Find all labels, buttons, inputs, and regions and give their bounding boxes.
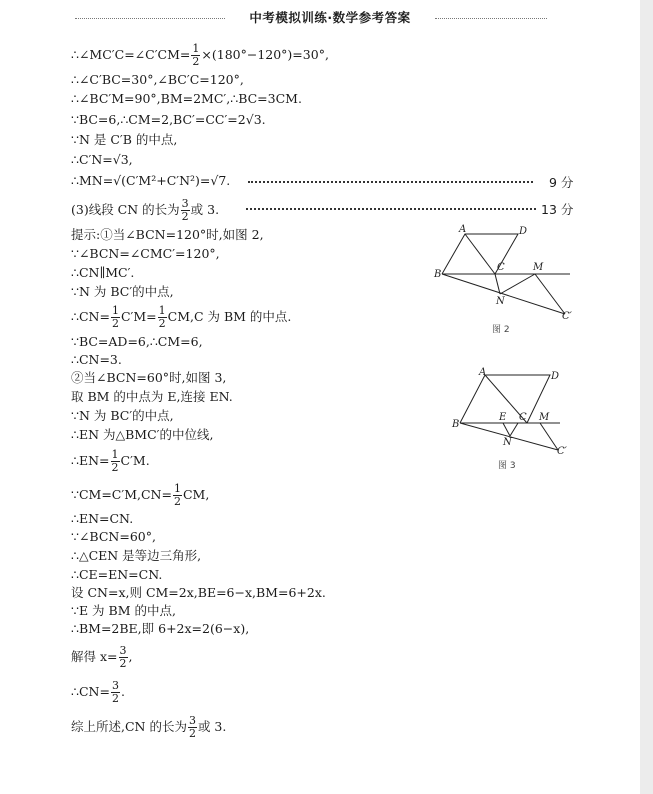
line-11: ∴CN∥MC′. [71,265,135,280]
denominator: 2 [111,317,119,330]
denominator: 2 [158,317,166,330]
score-9: 9 分 [549,175,574,190]
line-7: ∴MN=√(C′M²+C′N²)=√7. [71,173,231,188]
denominator: 2 [192,55,200,68]
line-14: ∵BC=AD=6,∴CM=6, [71,334,203,349]
score-13: 13 分 [541,202,574,217]
fig3-label-B: B [452,419,460,430]
denominator: 2 [111,461,119,474]
line-text: C′M. [120,453,150,468]
fraction [111,449,120,474]
line-27: ∵E 为 BM 的中点, [71,603,176,618]
line-9: 提示:①当∠BCN=120°时,如图 2, [71,227,264,242]
fig3-label-A: A [479,367,487,378]
fig3-label-C-prime: C′ [557,446,567,457]
fig3-label-E: E [499,412,507,423]
header-rule-right [435,18,547,19]
line-text: ∵CM=C′M,CN= [71,487,172,502]
numerator: 1 [158,304,166,317]
line-21 [71,483,209,508]
line-23: ∵∠BCN=60°, [71,529,156,544]
leader-dots [246,208,536,210]
denominator: 2 [111,692,119,705]
line-6: ∴C′N=√3, [71,152,133,167]
line-28: ∴BM=2BE,即 6+2x=2(6−x), [71,621,250,636]
line-text: ∴∠MC′C=∠C′CM= [71,47,191,62]
fraction [111,305,120,330]
line-25: ∴CE=EN=CN. [71,567,163,582]
numerator: 3 [119,644,127,657]
denominator: 2 [181,210,189,223]
fig3-label-M: M [539,412,550,423]
line-text: 或 3. [197,719,227,734]
page-gutter [640,0,653,794]
line-19: ∴EN 为△BMC′的中位线, [71,427,214,442]
line-text: 或 3. [190,202,220,217]
fraction [119,645,128,670]
numerator: 1 [192,42,200,55]
numerator: 1 [111,448,119,461]
line-text: . [120,684,125,699]
line-1 [71,43,329,68]
figure-2-caption: 图 2 [492,325,510,335]
line-text: ∴CN= [71,309,110,324]
line-5: ∵N 是 C′B 的中点, [71,132,178,147]
fig2-label-C: C [497,262,505,273]
line-text: ∴CN= [71,684,110,699]
line-13 [71,305,291,330]
fraction [111,680,120,705]
fig3-label-N: N [503,437,512,448]
line-22: ∴EN=CN. [71,511,134,526]
line-20 [71,449,150,474]
line-text: (3)线段 CN 的长为 [71,202,180,217]
figure-3-diagram [448,366,578,458]
line-text: ×(180°−120°)=30°, [201,47,329,62]
numerator: 3 [111,679,119,692]
fraction [173,483,182,508]
header-title: 中考模拟训练·数学参考答案 [249,10,411,25]
figure-2-diagram [430,222,580,322]
line-text: , [128,649,133,664]
leader-dots [248,181,533,183]
fig3-label-D: D [551,371,560,382]
figure-3-caption: 图 3 [498,461,516,471]
fig2-label-B: B [434,269,442,280]
line-text: C′M= [120,309,157,324]
denominator: 2 [188,727,196,740]
line-24: ∴△CEN 是等边三角形, [71,548,202,563]
line-29 [71,645,132,670]
fig2-label-C-prime: C′ [562,311,572,322]
line-30 [71,680,125,705]
line-8 [71,198,219,223]
line-16: ②当∠BCN=60°时,如图 3, [71,370,227,385]
line-text: CM, [182,487,210,502]
header-rule-left [75,18,225,19]
fig2-label-A: A [459,224,467,235]
line-15: ∴CN=3. [71,352,122,367]
fig2-label-M: M [533,262,544,273]
line-3: ∴∠BC′M=90°,BM=2MC′,∴BC=3CM. [71,91,302,106]
line-18: ∵N 为 BC′的中点, [71,408,174,423]
line-text: 解得 x= [71,649,118,664]
fraction [181,198,190,223]
fig3-label-C: C [519,412,527,423]
fraction [191,43,200,68]
numerator: 1 [173,482,181,495]
line-26: 设 CN=x,则 CM=2x,BE=6−x,BM=6+2x. [71,585,326,600]
line-17: 取 BM 的中点为 E,连接 EN. [71,389,233,404]
denominator: 2 [173,495,181,508]
line-12: ∵N 为 BC′的中点, [71,284,174,299]
fraction [188,715,197,740]
line-4: ∵BC=6,∴CM=2,BC′=CC′=2√3. [71,112,266,127]
numerator: 3 [188,714,196,727]
numerator: 1 [111,304,119,317]
line-2: ∴∠C′BC=30°,∠BC′C=120°, [71,72,244,87]
denominator: 2 [119,657,127,670]
fig2-label-D: D [519,226,528,237]
line-text: CM,C 为 BM 的中点. [167,309,292,324]
line-31 [71,715,226,740]
line-text: 综上所述,CN 的长为 [71,719,187,734]
line-10: ∵∠BCN=∠CMC′=120°, [71,246,220,261]
numerator: 3 [181,197,189,210]
line-text: ∴EN= [71,453,110,468]
fraction [158,305,167,330]
fig2-label-N: N [496,296,505,307]
